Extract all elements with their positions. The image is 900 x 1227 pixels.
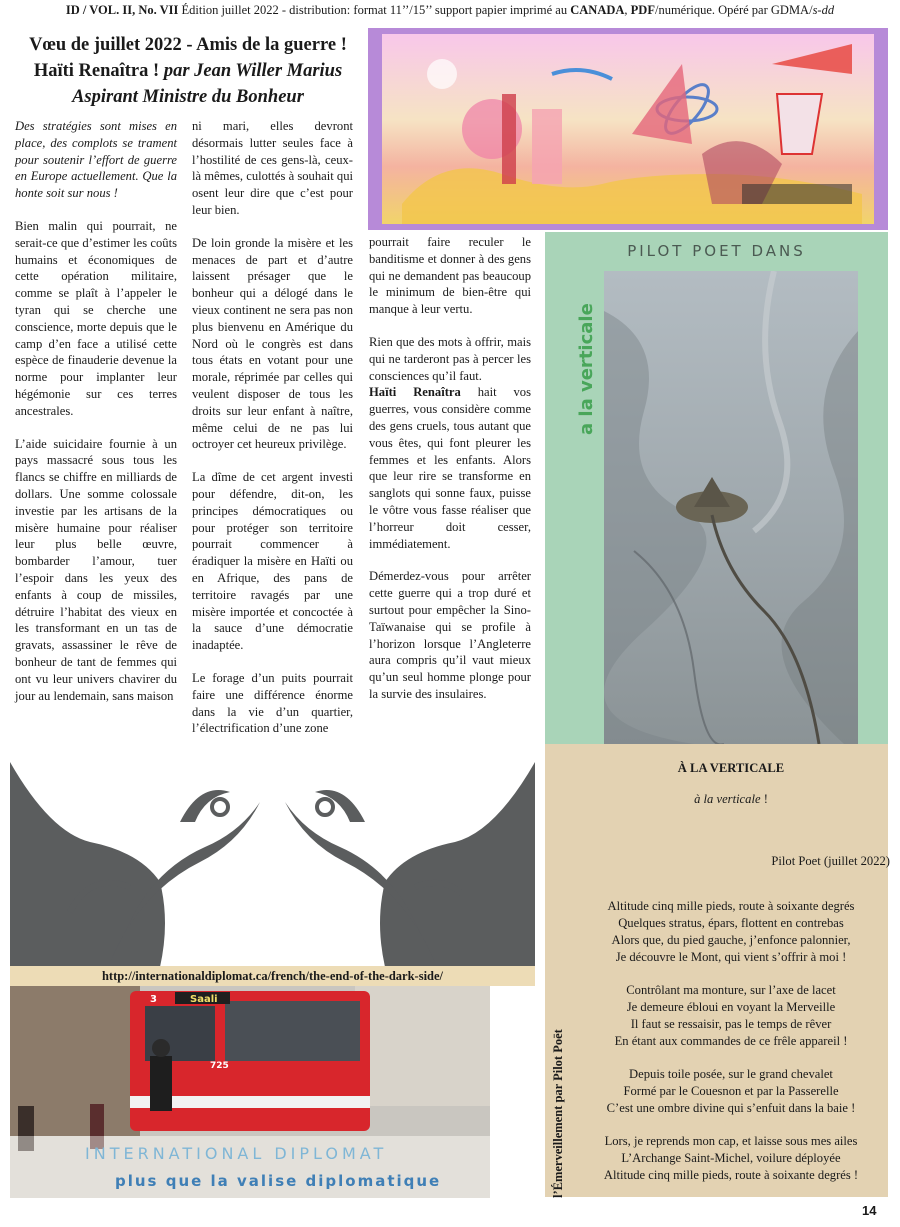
poem-stanza [572,1066,890,1117]
vertical-title [574,290,598,440]
poem-line: Depuis toile posée, sur le grand chevalet [629,1067,833,1081]
article-paragraph: La dîme de cet argent investi pour défendre, dit-on, les principes démocratiques ou pour protéger son territoire pourrait commencer à éradiquer la misère en Haïti ou en Afrique, des pans de territoire ravagés par une misère importée et concoctée à la sauce d’une démocratie inadaptée. [192,470,353,653]
poem-line: Quelques stratus, épars, flottent en contrebas [618,916,844,930]
poem-line: En étant aux commandes de ce frêle appareil ! [614,1034,848,1048]
poem [572,760,890,1200]
issue-label: ID / VOL. II, No. VII [65,3,179,17]
article-paragraph: pourrait faire reculer le banditisme et donner à des gens qui ne demandent pas beaucoup le minimum de bien-être qui manque à leur vertu. [369,235,531,317]
poem-line: Formé par le Couesnon et par la Passerelle [623,1084,839,1098]
poem-subtitle-end: ! [760,792,768,806]
tram-route-sign: Saali [190,994,218,1005]
side-credit-text: l’Émerveillement par Pilot Poët [551,1029,565,1198]
tram-route-number: 3 [150,994,157,1005]
poem-side-credit [548,1010,566,1200]
separator: , [624,3,631,17]
poem-line: Lors, je reprends mon cap, et laisse sous mes ailes [604,1134,858,1148]
poem-line: Altitude cinq mille pieds, route à soixante degrés [607,899,855,913]
article-paragraph: Rien que des mots à offrir, mais qui ne tarderont pas à percer les consciences qu’il faut. [369,334,531,383]
article-paragraph: ni mari, elles devront désormais lutter seules face à l’hostilité de ces gens-là, ceux-là mêmes, culottés à souhait qui osent leur dire que c’est pour leur bien. [192,119,353,217]
operator-text: /numérique. Opéré par GDMA/ [654,3,813,17]
poem-line: Contrôlant ma monture, sur l’axe de lacet [626,983,836,997]
page-number: 14 [862,1203,877,1218]
poem-line: Alors que, du pied gauche, j’enfonce palonnier, [611,933,851,947]
article-paragraph: Le forage d’un puits pourrait faire une différence énorme dans la vie d’un quartier, l’électrification d’une zone [192,670,353,736]
poem-stanza [572,898,890,966]
poem-line: Altitude cinq mille pieds, route à soixante degrés ! [603,1168,859,1182]
article-paragraph: Démerdez-vous pour arrêter cette guerre qui a trop duré et surtout pour empêcher la Sino-Taïwanaise qui se profile à l’horizon lorsque l’Angleterre aura compris qu’il vaut mieux qu’un seul homme plonge pour la survie des insulaires. [369,569,531,701]
article-paragraph: L’aide suicidaire fournie à un pays massacré sous tous les flancs se chiffre en milliards de dollars. Une somme colossale investie par les artisans de la misère humaine pour réaliser leur plus belle œuvre, bombarder l’amour, tuer l’espoir dans les yeux des enfants à coup de missiles, détruire l’habitat des vieux en les transformant en un tas de gravats, assassiner le rêve de bonheur de tant de femmes qui ont vu leur univers chavirer du jour au lendemain, sans maison [15,436,177,703]
author-subtitle: Aspirant Ministre du Bonheur [72,87,304,107]
article-paragraph [369,384,531,552]
article-column-2 [192,118,353,753]
haiti-renaitra-bold: Haïti Renaîtra [369,385,461,400]
poem-title: À LA VERTICALE [677,761,785,775]
article-title [10,32,366,110]
article-paragraph: Bien malin qui pourrait, ne serait-ce que d’estimer les coûts humains et économiques de cette opération militaire, comme se plaît à l’appeler le tyran qui se cherche une conscience, morte depuis que le camp d’en face a utilisé cette espèce de finauderie devenue la norme pour implanter leur hégémonie sur ces terres ancestrales. [15,218,177,418]
pdf-label: PDF [630,3,655,17]
edition-text: Édition juillet 2022 - distribution: format 11’’/15’’ support papier imprimé au [178,3,571,17]
poem-stanza [572,1133,890,1184]
poem-line: Je demeure ébloui en voyant la Merveille [626,1000,836,1014]
poem-line: Je découvre le Mont, qui vient s’offrir à moi ! [615,950,847,964]
article-link[interactable]: http://internationaldiplomat.ca/french/the-end-of-the-dark-side/ [10,966,535,986]
top-artwork-frame [368,28,888,230]
title-haiti: Haïti Renaîtra ! [33,61,160,81]
poem-stanza [572,982,890,1050]
poem-subtitle-italic: à la verticale [694,792,761,806]
poem-line: L’Archange Saint-Michel, voilure déployée [621,1151,841,1165]
article-column-3 [369,234,531,719]
country: CANADA [570,3,625,17]
title-line-2 [10,58,366,84]
poem-line: C’est une ombre divine qui s’enfuit dans la baie ! [606,1101,856,1115]
article-column-1 [15,118,177,720]
operator-suffix: s-dd [812,3,835,17]
tram-car-number: 725 [210,1061,229,1071]
vertical-title-text: a la verticale [576,303,597,435]
pilot-poet-heading: PILOT POET DANS [627,242,806,260]
title-author: par Jean Willer Marius [159,61,343,81]
diplomat-banner: INTERNATIONAL DIPLOMAT [85,1144,388,1163]
poem-subtitle [572,791,890,808]
poem-author: Pilot Poet (juillet 2022) [771,854,890,868]
poem-line: Il faut se ressaisir, pas le temps de rêver [630,1017,832,1031]
tram-photo [10,986,490,1198]
diplomat-tagline: plus que la valise diplomatique [115,1172,442,1190]
paragraph-rest: hait vos guerres, vous considère comme des gens cruels, tous autant que vous êtes, qui font pleurer les femmes et les enfants. Alors que leur rire se transforme en sanglots qui sonne faux, puisse le vôtre vous fasse réaliser que l’horreur doit cesser, immédiatement. [369,385,531,551]
lede-paragraph: Des stratégies sont mises en place, des complots se trament pour soutenir l’effort de guerre en Europe actuellement. Que la honte soit sur nous ! [15,119,177,201]
surreal-artwork-image [382,34,874,224]
masthead-line [0,2,900,18]
article-paragraph: De loin gronde la misère et les menaces de part et d’autre laissent présager que le bonheur qui a délogé dans le vieux continent ne sera pas non plus bienvenu en Amérique du Nord où le congrès est dans tous états en votant pour une morale, réprimée par celles qui veulent disposer de tous les droits sur leur enfant à naître, même celui de ne pas lui octroyer cet heureux privilège. [192,235,353,452]
mont-saint-michel-aerial-photo [604,271,858,744]
title-line-1: Vœu de juillet 2022 - Amis de la guerre ! [29,35,347,55]
ornamental-flourish [10,762,535,967]
